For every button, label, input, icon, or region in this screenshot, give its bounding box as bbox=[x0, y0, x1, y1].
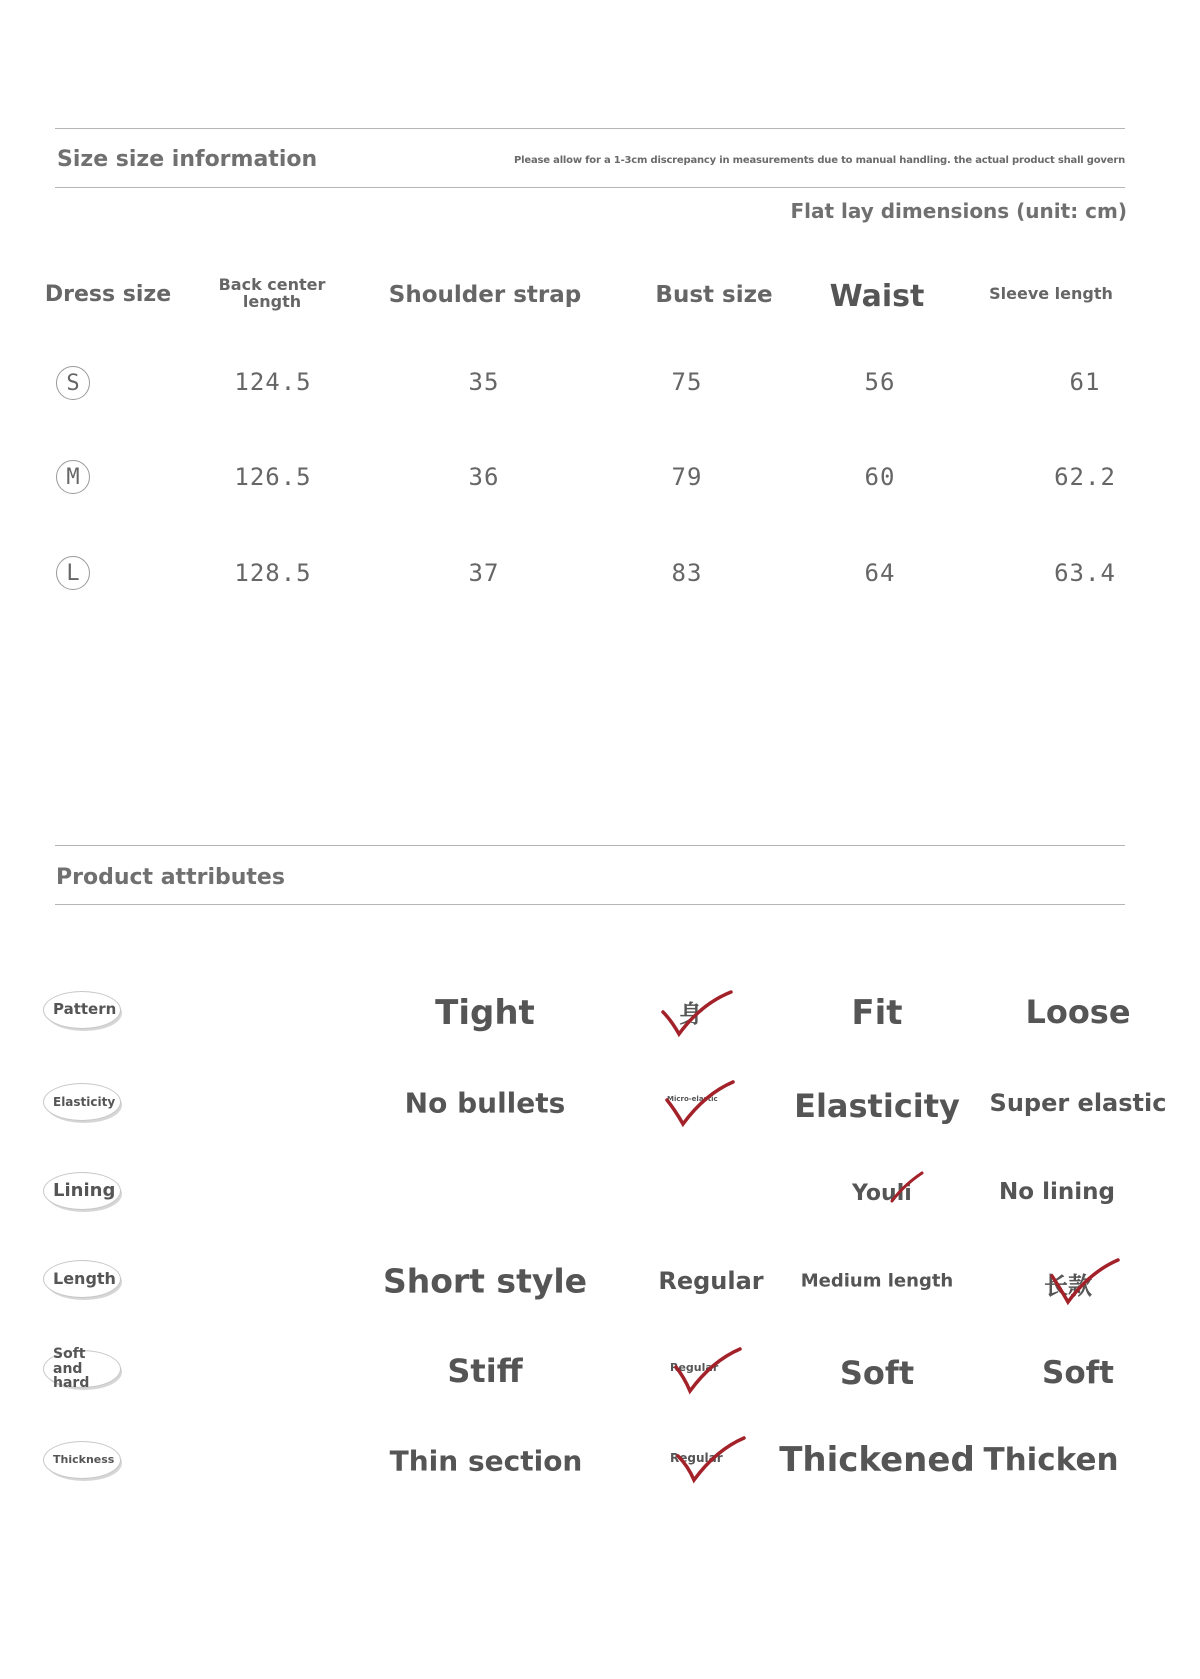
table-cell: 83 bbox=[671, 559, 703, 587]
size-l-badge: L bbox=[56, 556, 90, 590]
size-s-badge: S bbox=[56, 366, 90, 400]
selected-option-elasticity bbox=[659, 1080, 739, 1128]
option-regular: Regular bbox=[658, 1267, 764, 1295]
option-thin-section: Thin section bbox=[389, 1444, 583, 1478]
attribute-label-pattern: Pattern bbox=[43, 991, 121, 1029]
option-tight: Tight bbox=[435, 993, 535, 1033]
attribute-label-elasticity: Elasticity bbox=[43, 1083, 121, 1121]
header-sleeve-length: Sleeve length bbox=[989, 284, 1113, 303]
attribute-label-length: Length bbox=[43, 1260, 121, 1298]
check-mark-icon bbox=[659, 1080, 739, 1128]
check-mark-icon bbox=[664, 1347, 744, 1395]
table-cell: 56 bbox=[864, 368, 896, 396]
table-cell: 35 bbox=[468, 368, 500, 396]
option-loose: Loose bbox=[1025, 993, 1131, 1031]
attribute-label-thickness: Thickness bbox=[43, 1441, 121, 1479]
check-mark-icon bbox=[666, 1436, 746, 1484]
header-waist: Waist bbox=[829, 279, 925, 314]
selected-option-length bbox=[1042, 1258, 1122, 1306]
selected-option-pattern bbox=[657, 990, 737, 1038]
option-no-bullets: No bullets bbox=[404, 1086, 566, 1120]
option-regular: Regular bbox=[670, 1451, 723, 1465]
table-cell: 79 bbox=[671, 463, 703, 491]
option-short-style: Short style bbox=[382, 1261, 588, 1301]
option-regular: Regular bbox=[670, 1361, 719, 1374]
header-dress-size: Dress size bbox=[44, 282, 172, 307]
table-cell: 63.4 bbox=[1054, 559, 1116, 587]
option-micro-elastic: Micro-elastic bbox=[667, 1095, 718, 1103]
size-section-title: Size size information bbox=[57, 147, 318, 172]
top-rule bbox=[55, 128, 1125, 129]
option-stiff: Stiff bbox=[447, 1352, 523, 1390]
option-thicken: Thicken bbox=[983, 1442, 1119, 1478]
header-bust-size: Bust size bbox=[655, 282, 773, 308]
measurement-note: Please allow for a 1-3cm discrepancy in measurements due to manual handling. the actual product shall govern bbox=[514, 155, 1125, 166]
option-soft-2: Soft bbox=[1042, 1355, 1114, 1391]
header-back-center-length: Back center length bbox=[218, 275, 326, 311]
unit-caption: Flat lay dimensions (unit: cm) bbox=[790, 199, 1127, 223]
attribute-label-lining: Lining bbox=[43, 1172, 121, 1210]
check-mark-icon bbox=[1042, 1258, 1122, 1306]
attributes-section-title: Product attributes bbox=[56, 865, 285, 890]
header-shoulder-strap: Shoulder strap bbox=[388, 282, 582, 308]
attribute-label-soft-and-hard: Soft and hard bbox=[43, 1350, 121, 1388]
title-underline bbox=[55, 187, 1125, 188]
table-cell: 37 bbox=[468, 559, 500, 587]
size-m-badge: M bbox=[56, 460, 90, 494]
check-mark-icon bbox=[657, 990, 737, 1038]
table-cell: 36 bbox=[468, 463, 500, 491]
option-elasticity: Elasticity bbox=[794, 1087, 960, 1125]
attributes-title-underline bbox=[55, 904, 1125, 905]
selected-option-lining bbox=[848, 1171, 928, 1211]
selected-option-thickness bbox=[666, 1436, 746, 1484]
option-medium-length: Medium length bbox=[800, 1270, 954, 1292]
check-mark-icon bbox=[848, 1171, 928, 1211]
attributes-top-rule bbox=[55, 845, 1125, 846]
option-fit: Fit bbox=[851, 993, 903, 1033]
table-cell: 61 bbox=[1069, 368, 1101, 396]
table-cell: 75 bbox=[671, 368, 703, 396]
option-super-elastic: Super elastic bbox=[989, 1089, 1167, 1117]
table-cell: 128.5 bbox=[234, 559, 312, 587]
option-no-lining: No lining bbox=[999, 1179, 1115, 1205]
selected-option-soft-and-hard bbox=[664, 1347, 744, 1395]
table-cell: 64 bbox=[864, 559, 896, 587]
option-fit-cn: 身 bbox=[679, 1000, 703, 1028]
option-thickened: Thickened bbox=[779, 1440, 975, 1480]
table-cell: 124.5 bbox=[234, 368, 312, 396]
option-long-style-cn: 长款 bbox=[1044, 1272, 1092, 1300]
table-cell: 126.5 bbox=[234, 463, 312, 491]
table-cell: 62.2 bbox=[1054, 463, 1116, 491]
table-cell: 60 bbox=[864, 463, 896, 491]
option-youli: Youli bbox=[852, 1181, 912, 1206]
option-soft: Soft bbox=[839, 1354, 915, 1392]
